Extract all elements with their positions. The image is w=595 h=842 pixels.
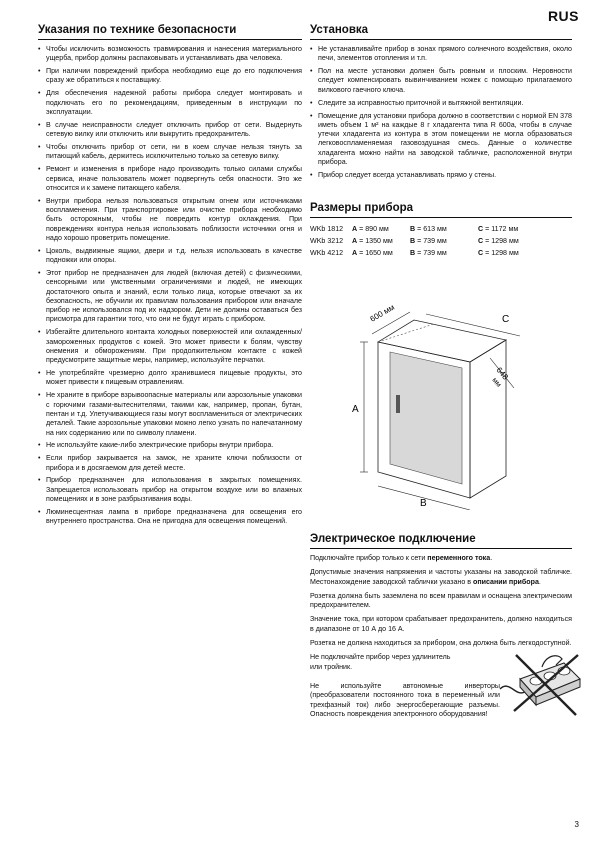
dim-c-label: C [478,249,484,258]
label-b: B [420,498,427,509]
safety-item: • В случае неисправности следует отключить прибор от сети. Выдернуть сетевую вилку или отключить или выкрутить предохранитель. [38,121,302,140]
label-a: A [352,404,359,415]
safety-item: • Этот прибор не предназначен для людей (включая детей) с физическими, сенсорными или умственными ограничениями и людей, не имеющих достаточного опыта и знаний, если только лица, которые отвечают за их безопасность, не обучили их правилам пользования прибором или вначале прибор не использовался под их надзором. Дети не должны оставаться без присмотра для гарантии того, что они не будут играть с прибором. [38,269,302,325]
dimensions-table [310,223,572,259]
language-code: RUS [547,8,579,24]
dim-b-label: B [410,225,416,234]
safety-section [38,24,302,530]
dim-a-label: A [352,225,358,234]
warning-area [310,653,572,719]
dim-b-label: B [410,249,416,258]
safety-item: • Ремонт и изменения в приборе надо производить только силами службы сервиса, иначе пользователь может подвергнуть себя опасности. Это же относится и к замене питающего кабеля. [38,165,302,193]
safety-item: • Люминесцентная лампа в приборе предназначена для освещения его внутреннего пространства. Она не пригодна для освещения помещений. [38,508,302,527]
safety-item: • Не используйте какие-либо электрические приборы внутри прибора. [38,441,302,450]
dim-a-label: A [352,249,358,258]
door-swing-line [378,324,434,342]
install-title: Установка [310,24,572,40]
model-name: WKb 1812 [310,225,344,234]
install-section [310,24,572,259]
safety-item: • Не употребляйте чрезмерно долго хранившиеся пищевые продукты, это может привести к пищевым отравлениям. [38,369,302,388]
electrical-p2: Допустимые значения напряжения и частоты указаны на заводской табличке. Местонахождение заводской таблички указано в описании прибора. [310,568,572,586]
safety-item: • Прибор предназначен для использования в закрытых помещениях. Запрещается использовать прибор на открытом воздухе или во влажных помещениях и в зоне разбрызгивания воды. [38,476,302,504]
model-name: WKb 4212 [310,249,344,258]
warning-inverter: Не используйте автономные инверторы (преобразователи постоянного тока в переменный или трехфазный ток) либо энергосберегающие разъемы. Опасность повреждения электронного оборудования! [310,681,500,718]
dim-a-label: A [352,237,358,246]
depth-label: 600 мм [368,302,397,324]
dim-c-label: C [478,237,484,246]
safety-item: • При наличии повреждений прибора необходимо еще до его подключения сразу же обратиться к поставщику. [38,67,302,86]
electrical-p3: Розетка должна быть заземлена по всем правилам и оснащена электрическим предохранителем. [310,591,572,610]
safety-item: • Для обеспечения надежной работы прибора следует монтировать и подключать его по рекомендациям, приведенным в инструкции по эксплуатации. [38,89,302,117]
page-number: 3 [574,820,579,829]
dim-c-value: = 1172 мм [485,225,519,234]
dim-a-value: = 1350 мм [359,237,393,246]
safety-item: • Цоколь, выдвижные ящики, двери и т.д. нельзя использовать в качестве подножки или опоры. [38,247,302,266]
electrical-section [310,533,572,719]
dim-b-value: = 739 мм [417,237,447,246]
dimensions-row [310,235,572,247]
install-item: • Помещение для установки прибора должно в соответствии с нормой EN 378 иметь объем 1 м² на каждые 8 г хладагента типа R 600a, чтобы в случае утечки хладагента из контура в этом помещении не могла образоваться легковоспламеняемая газовоздушная смесь. Данные о количестве хладагента можно найти на заводской табличке, расположенной внутри прибора. [310,112,572,168]
label-c: C [502,314,510,325]
dim-b-value: = 739 мм [417,249,447,258]
door-label-number: 648 [494,365,510,382]
power-strip-crossed-icon [496,649,584,723]
safety-item: • Если прибор закрывается на замок, не храните ключи поблизости от прибора и в досягаемом для детей месте. [38,454,302,473]
dim-b-label: B [410,237,416,246]
dimensions-row [310,247,572,259]
dim-b-value: = 613 мм [417,225,447,234]
dim-c-label: C [478,225,484,234]
electrical-p5: Розетка не должна находиться за прибором, она должна быть легкодоступной. [310,639,572,648]
electrical-p4: Значение тока, при котором срабатывает предохранитель, должно находиться в диапазоне от 10 А до 16 А. [310,615,572,633]
warning-extension-cord: Не подключайте прибор через удлинитель или тройник. [310,653,451,671]
install-item: • Не устанавливайте прибор в зонах прямого солнечного воздействия, около печи, элементов отопления и т.п. [310,45,572,64]
install-list [310,45,572,180]
safety-item: • Чтобы исключить возможность травмирования и нанесения материального ущерба, прибор должны распаковывать и устанавливать два человека. [38,45,302,64]
dim-c-value: = 1298 мм [485,249,519,258]
install-item: • Пол на месте установки должен быть ровным и плоским. Неровности следует компенсировать вывинчиванием ножек с помощью прилагаемого вилкового гаечного ключа. [310,67,572,95]
install-item: • Следите за исправностью приточной и вытяжной вентиляции. [310,99,572,108]
dimensions-title: Размеры прибора [310,202,572,218]
electrical-p1: Подключайте прибор только к сети переменного тока. [310,554,493,562]
glass-door [390,352,462,484]
dim-c-value: = 1298 мм [485,237,519,246]
safety-title: Указания по технике безопасности [38,24,302,40]
door-label-unit: мм [490,376,503,389]
safety-item: • Избегайте длительного контакта холодных поверхностей или охлажденных/замороженных продуктов с кожей. Это может привести к болям, чувству онемения и обморожениям. При продолжительном контакте с кожей предусмотрите защитные меры, например, используйте перчатки. [38,328,302,365]
electrical-title: Электрическое подключение [310,533,572,549]
install-item: • Прибор следует всегда устанавливать прямо у стены. [310,171,572,180]
safety-item: • Чтобы отключить прибор от сети, ни в коем случае нельзя тянуть за питающий кабель, держитесь исключительно только за сетевую вилку. [38,143,302,162]
dimensions-row [310,223,572,235]
door-handle [396,395,400,413]
safety-item: • Не храните в приборе взрывоопасные материалы или аэрозольные упаковки с горючими газами-вытеснителями, такими как, например, пропан, бутан, пентан и т.д. Улетучивающиеся газы могут воспламениться от электрических деталей. Такие аэрозольные упаковки можно легко узнать по напечатанному на них содержанию или по символу пламени. [38,391,302,437]
cabinet-side [470,340,506,498]
safety-list [38,45,302,527]
safety-item: • Внутри прибора нельзя пользоваться открытым огнем или источниками воспламенения. При транспортировке или очистке прибора необходимо быть осторожным, чтобы не повредить контур охлаждения. При повреждениях контура нельзя использовать поблизости источники огня и надо хорошо проветрить помещение. [38,197,302,243]
dim-a-value: = 1650 мм [359,249,393,258]
model-name: WKb 3212 [310,237,344,246]
dim-a-value: = 890 мм [359,225,389,234]
appliance-dimension-diagram [350,300,530,510]
